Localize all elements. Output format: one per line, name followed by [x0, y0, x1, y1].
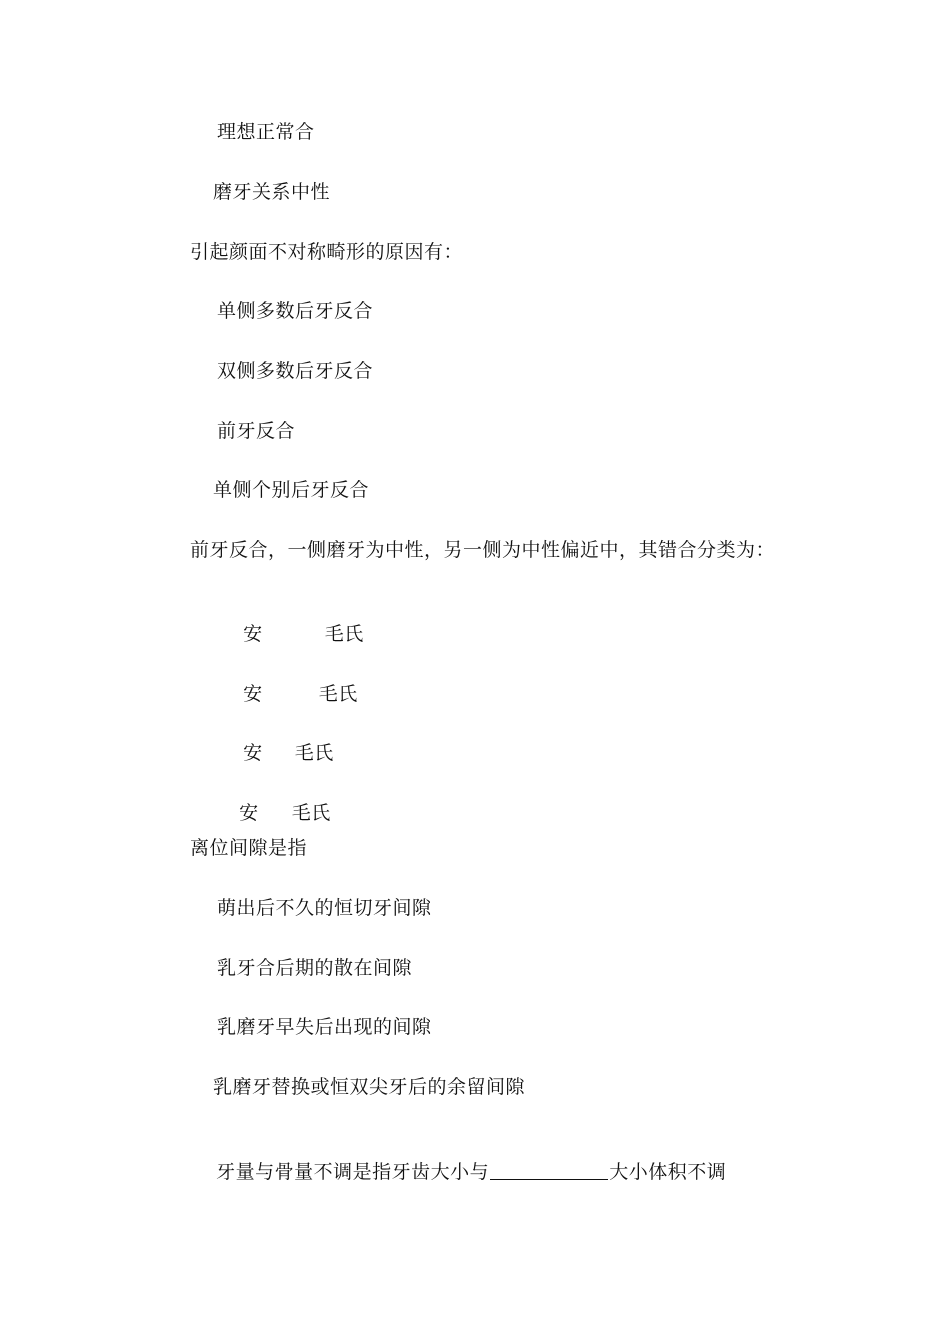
question-stem-1: 引起颜面不对称畸形的原因有：	[190, 241, 464, 263]
option-q3-c: 乳磨牙早失后出现的间隙	[217, 1016, 432, 1038]
option-q1-d: 单侧个别后牙反合	[213, 479, 370, 501]
question-stem-4	[190, 1135, 726, 1208]
option-q2-a-part1: 安	[243, 623, 263, 645]
option-q2-c-part2: 毛氏	[294, 742, 334, 764]
option-q1-b: 双侧多数后牙反合	[217, 360, 374, 382]
option-q2-d-part2: 毛氏	[291, 802, 331, 824]
option-q2-d-part1: 安	[239, 802, 259, 824]
option-q2-b-part1: 安	[243, 683, 263, 705]
question-stem-4-after: 大小体积不调	[609, 1161, 727, 1183]
option-q3-b: 乳牙合后期的散在间隙	[217, 957, 413, 979]
question-stem-3: 离位间隙是指	[190, 837, 308, 859]
option-q2-b-part2: 毛氏	[318, 683, 358, 705]
question-stem-4-before: 牙量与骨量不调是指牙齿大小与	[216, 1161, 490, 1183]
option-q0-d: 磨牙关系中性	[213, 181, 331, 203]
option-q3-a: 萌出后不久的恒切牙间隙	[217, 897, 432, 919]
option-q1-c: 前牙反合	[217, 420, 296, 442]
option-q2-c-part1: 安	[243, 742, 263, 764]
fill-in-blank	[490, 1159, 608, 1180]
option-q2-a-part2: 毛氏	[324, 623, 364, 645]
option-q3-d: 乳磨牙替换或恒双尖牙后的余留间隙	[213, 1076, 526, 1098]
option-q0-c: 理想正常合	[217, 121, 315, 143]
option-q1-a: 单侧多数后牙反合	[217, 300, 374, 322]
question-stem-2: 前牙反合，一侧磨牙为中性，另一侧为中性偏近中，其错合分类为：	[190, 539, 776, 561]
